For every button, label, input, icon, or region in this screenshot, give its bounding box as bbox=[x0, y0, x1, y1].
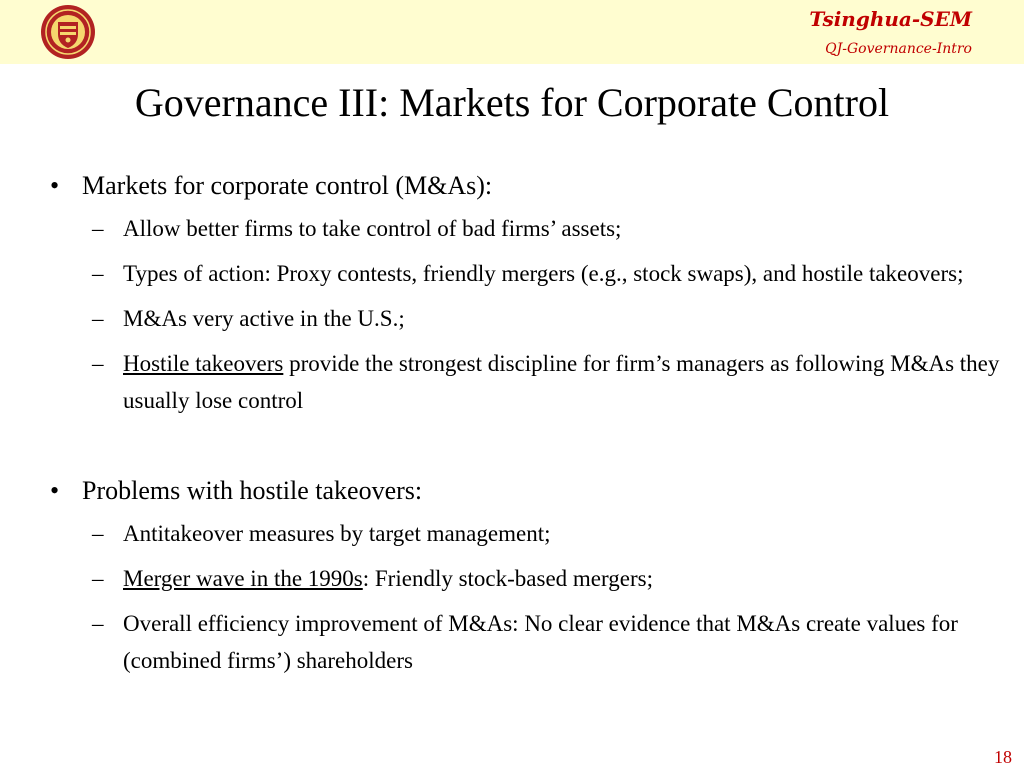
section-gap bbox=[50, 427, 1000, 471]
sub-item bbox=[50, 605, 1000, 679]
underlined-term: Hostile takeovers bbox=[123, 351, 284, 376]
slide-title: Governance III: Markets for Corporate Control bbox=[134, 80, 890, 125]
page-number: 18 bbox=[994, 747, 1012, 767]
university-seal-icon bbox=[40, 4, 96, 60]
brand-block bbox=[809, 6, 972, 60]
sub-item bbox=[50, 345, 1000, 419]
sub-item bbox=[50, 300, 1000, 337]
sub-item-text: Overall efficiency improvement of M&As: No clear evidence that M&As create values for (combined firms’) shareholders bbox=[123, 611, 958, 673]
sub-item bbox=[50, 560, 1000, 597]
brand-subtitle: QJ-Governance-Intro bbox=[825, 41, 972, 57]
bullet-item bbox=[50, 166, 1000, 206]
sub-item-text: Antitakeover measures by target management; bbox=[123, 521, 551, 546]
bullet-text: Markets for corporate control (M&As): bbox=[82, 171, 493, 200]
dash-marker: – bbox=[92, 521, 104, 546]
sub-item-text: Allow better firms to take control of bad firms’ assets; bbox=[123, 216, 622, 241]
sub-list bbox=[50, 515, 1000, 679]
sub-item bbox=[50, 210, 1000, 247]
dash-marker: – bbox=[92, 611, 104, 636]
underlined-term: Merger wave in the 1990s bbox=[123, 566, 363, 591]
sub-item-text: provide the strongest discipline for firm’s managers as following M&As they usually lose control bbox=[123, 351, 1000, 413]
bullet-marker: • bbox=[50, 476, 60, 505]
brand-name: Tsinghua-SEM bbox=[809, 7, 972, 31]
bullet-item bbox=[50, 471, 1000, 511]
sub-item-text: Types of action: Proxy contests, friendly mergers (e.g., stock swaps), and hostile takeovers; bbox=[123, 261, 964, 286]
sub-item bbox=[50, 515, 1000, 552]
dash-marker: – bbox=[92, 351, 104, 376]
sub-item-text: : Friendly stock-based mergers; bbox=[362, 566, 653, 591]
slide-content bbox=[50, 166, 1000, 687]
sub-list bbox=[50, 210, 1000, 419]
bullet-text: Problems with hostile takeovers: bbox=[82, 476, 423, 505]
dash-marker: – bbox=[92, 306, 104, 331]
bullet-marker: • bbox=[50, 171, 60, 200]
sub-item-text: M&As very active in the U.S.; bbox=[123, 306, 405, 331]
dash-marker: – bbox=[92, 566, 104, 591]
dash-marker: – bbox=[92, 216, 104, 241]
sub-item bbox=[50, 255, 1000, 292]
dash-marker: – bbox=[92, 261, 104, 286]
